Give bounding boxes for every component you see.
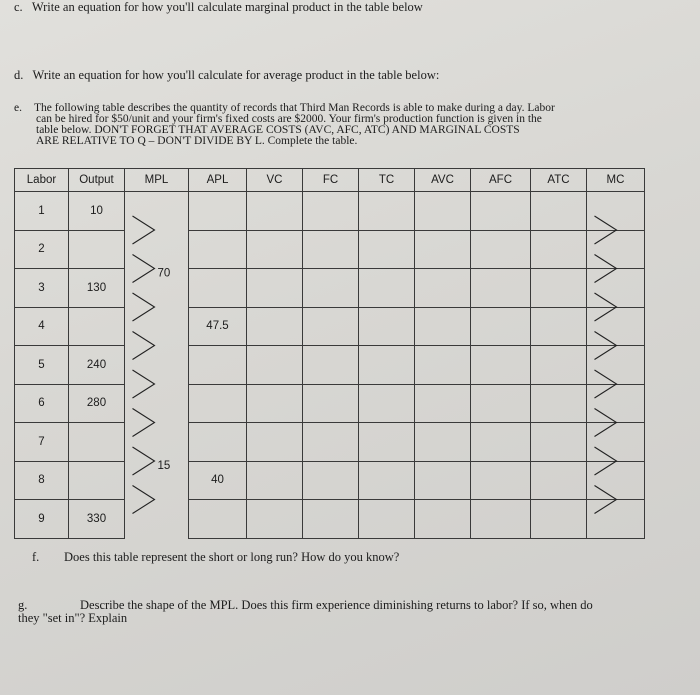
question-e-line-1: The following table describes the quantity of records that Third Man Records is able to make during a day. Labor	[34, 102, 555, 114]
cell-mpl	[125, 423, 189, 462]
cell-tc[interactable]	[359, 423, 415, 462]
cell-afc[interactable]	[471, 384, 531, 423]
header-atc: ATC	[531, 169, 587, 192]
cell-mc[interactable]	[587, 269, 645, 308]
question-d	[14, 69, 439, 82]
cell-fc[interactable]	[303, 230, 359, 269]
cell-mc[interactable]	[587, 230, 645, 269]
cell-vc[interactable]	[247, 346, 303, 385]
cell-mpl	[125, 269, 189, 308]
cell-avc[interactable]	[415, 346, 471, 385]
cell-mpl	[125, 346, 189, 385]
cell-apl: 47.5	[189, 307, 247, 346]
cell-vc[interactable]	[247, 192, 303, 231]
cell-atc[interactable]	[531, 384, 587, 423]
cell-mc[interactable]	[587, 346, 645, 385]
cell-labor: 6	[15, 384, 69, 423]
cell-apl[interactable]	[189, 269, 247, 308]
cell-atc[interactable]	[531, 461, 587, 500]
cell-avc[interactable]	[415, 230, 471, 269]
cell-avc[interactable]	[415, 461, 471, 500]
cell-output[interactable]	[69, 461, 125, 500]
cell-mc[interactable]	[587, 384, 645, 423]
mpl-value: 15	[157, 460, 171, 472]
question-e-label: e.	[14, 102, 22, 114]
cell-apl[interactable]	[189, 192, 247, 231]
question-c	[14, 1, 423, 14]
table-row	[15, 384, 645, 423]
question-e-line-3: table below. DON'T FORGET THAT AVERAGE COSTS (AVC, AFC, ATC) AND MARGINAL COSTS	[36, 124, 520, 136]
cell-apl[interactable]	[189, 500, 247, 539]
cell-vc[interactable]	[247, 307, 303, 346]
table-header-row	[15, 169, 645, 192]
mpl-value: 70	[157, 267, 171, 280]
table-row	[15, 192, 645, 231]
cell-afc[interactable]	[471, 269, 531, 308]
cell-vc[interactable]	[247, 423, 303, 462]
cell-mc[interactable]	[587, 500, 645, 539]
header-mc: MC	[587, 169, 645, 192]
cell-mpl	[125, 384, 189, 423]
cell-afc[interactable]	[471, 500, 531, 539]
cell-labor: 1	[15, 192, 69, 231]
cell-mc[interactable]	[587, 461, 645, 500]
cell-tc[interactable]	[359, 384, 415, 423]
cell-atc[interactable]	[531, 269, 587, 308]
cell-avc[interactable]	[415, 423, 471, 462]
cell-afc[interactable]	[471, 307, 531, 346]
cell-vc[interactable]	[247, 500, 303, 539]
cell-fc[interactable]	[303, 423, 359, 462]
cell-apl[interactable]	[189, 423, 247, 462]
cell-apl[interactable]	[189, 230, 247, 269]
cell-avc[interactable]	[415, 192, 471, 231]
question-g-text-2: they "set in"? Explain	[18, 611, 128, 625]
table-row	[15, 269, 645, 308]
cell-fc[interactable]	[303, 384, 359, 423]
cell-mc[interactable]	[587, 423, 645, 462]
table-row	[15, 307, 645, 346]
question-f	[32, 551, 399, 564]
cell-mpl	[125, 307, 189, 346]
cell-mpl	[125, 192, 189, 231]
cell-apl[interactable]	[189, 346, 247, 385]
cell-mpl	[125, 230, 189, 269]
cell-avc[interactable]	[415, 307, 471, 346]
cell-tc[interactable]	[359, 461, 415, 500]
cell-afc[interactable]	[471, 461, 531, 500]
cell-afc[interactable]	[471, 346, 531, 385]
header-mpl: MPL	[125, 169, 189, 192]
header-fc: FC	[303, 169, 359, 192]
cell-output[interactable]	[69, 307, 125, 346]
cell-tc[interactable]	[359, 346, 415, 385]
cell-labor: 3	[15, 269, 69, 308]
cell-output: 330	[69, 500, 125, 539]
question-g	[18, 599, 688, 625]
cell-labor: 7	[15, 423, 69, 462]
cell-output[interactable]	[69, 423, 125, 462]
cell-atc[interactable]	[531, 192, 587, 231]
cell-tc[interactable]	[359, 230, 415, 269]
cell-tc[interactable]	[359, 500, 415, 539]
production-cost-table	[14, 168, 645, 539]
cell-atc[interactable]	[531, 500, 587, 539]
table-row	[15, 423, 645, 462]
cell-fc[interactable]	[303, 307, 359, 346]
cell-labor: 4	[15, 307, 69, 346]
cell-mpl	[125, 461, 189, 500]
cell-output: 280	[69, 384, 125, 423]
cell-avc[interactable]	[415, 500, 471, 539]
cell-output[interactable]	[69, 230, 125, 269]
cell-fc[interactable]	[303, 461, 359, 500]
question-f-label: f.	[32, 550, 40, 564]
question-e-line-2: can be hired for $50/unit and your firm's fixed costs are $2000. Your firm's production function is given in the	[36, 113, 542, 125]
header-apl: APL	[189, 169, 247, 192]
table-row	[15, 500, 645, 539]
cell-output: 10	[69, 192, 125, 231]
table-row	[15, 346, 645, 385]
header-avc: AVC	[415, 169, 471, 192]
header-afc: AFC	[471, 169, 531, 192]
cell-vc[interactable]	[247, 384, 303, 423]
question-e	[14, 103, 654, 147]
cell-avc[interactable]	[415, 269, 471, 308]
question-g-label: g.	[18, 598, 28, 612]
cell-fc[interactable]	[303, 192, 359, 231]
cell-labor: 9	[15, 500, 69, 539]
cell-labor: 8	[15, 461, 69, 500]
cell-mc[interactable]	[587, 307, 645, 346]
cell-vc[interactable]	[247, 269, 303, 308]
cell-tc[interactable]	[359, 192, 415, 231]
cell-apl: 40	[189, 461, 247, 500]
cell-atc[interactable]	[531, 423, 587, 462]
table-row	[15, 230, 645, 269]
header-output: Output	[69, 169, 125, 192]
cell-tc[interactable]	[359, 307, 415, 346]
cell-labor: 5	[15, 346, 69, 385]
cell-fc[interactable]	[303, 500, 359, 539]
question-c-text: Write an equation for how you'll calculate marginal product in the table below	[31, 0, 423, 14]
cell-avc[interactable]	[415, 384, 471, 423]
cell-afc[interactable]	[471, 423, 531, 462]
cell-atc[interactable]	[531, 307, 587, 346]
question-d-label: d.	[14, 68, 24, 82]
cell-output: 240	[69, 346, 125, 385]
question-d-text: Write an equation for how you'll calculate for average product in the table below:	[32, 68, 440, 82]
question-f-text: Does this table represent the short or long run? How do you know?	[64, 550, 400, 564]
cell-vc[interactable]	[247, 230, 303, 269]
cell-output: 130	[69, 269, 125, 308]
cell-mpl	[125, 500, 189, 539]
table-row	[15, 461, 645, 500]
cell-labor: 2	[15, 230, 69, 269]
cell-tc[interactable]	[359, 269, 415, 308]
cell-vc[interactable]	[247, 461, 303, 500]
cell-fc[interactable]	[303, 346, 359, 385]
cell-apl[interactable]	[189, 384, 247, 423]
cell-atc[interactable]	[531, 230, 587, 269]
header-tc: TC	[359, 169, 415, 192]
cell-afc[interactable]	[471, 230, 531, 269]
question-e-line-4: ARE RELATIVE TO Q – DON'T DIVIDE BY L. Complete the table.	[36, 135, 358, 147]
question-g-text: Describe the shape of the MPL. Does this firm experience diminishing returns to labor? If so, when do	[80, 598, 593, 612]
header-labor: Labor	[15, 169, 69, 192]
cell-afc[interactable]	[471, 192, 531, 231]
question-c-label: c.	[14, 0, 23, 14]
header-vc: VC	[247, 169, 303, 192]
cell-fc[interactable]	[303, 269, 359, 308]
cell-mc[interactable]	[587, 192, 645, 231]
cell-atc[interactable]	[531, 346, 587, 385]
